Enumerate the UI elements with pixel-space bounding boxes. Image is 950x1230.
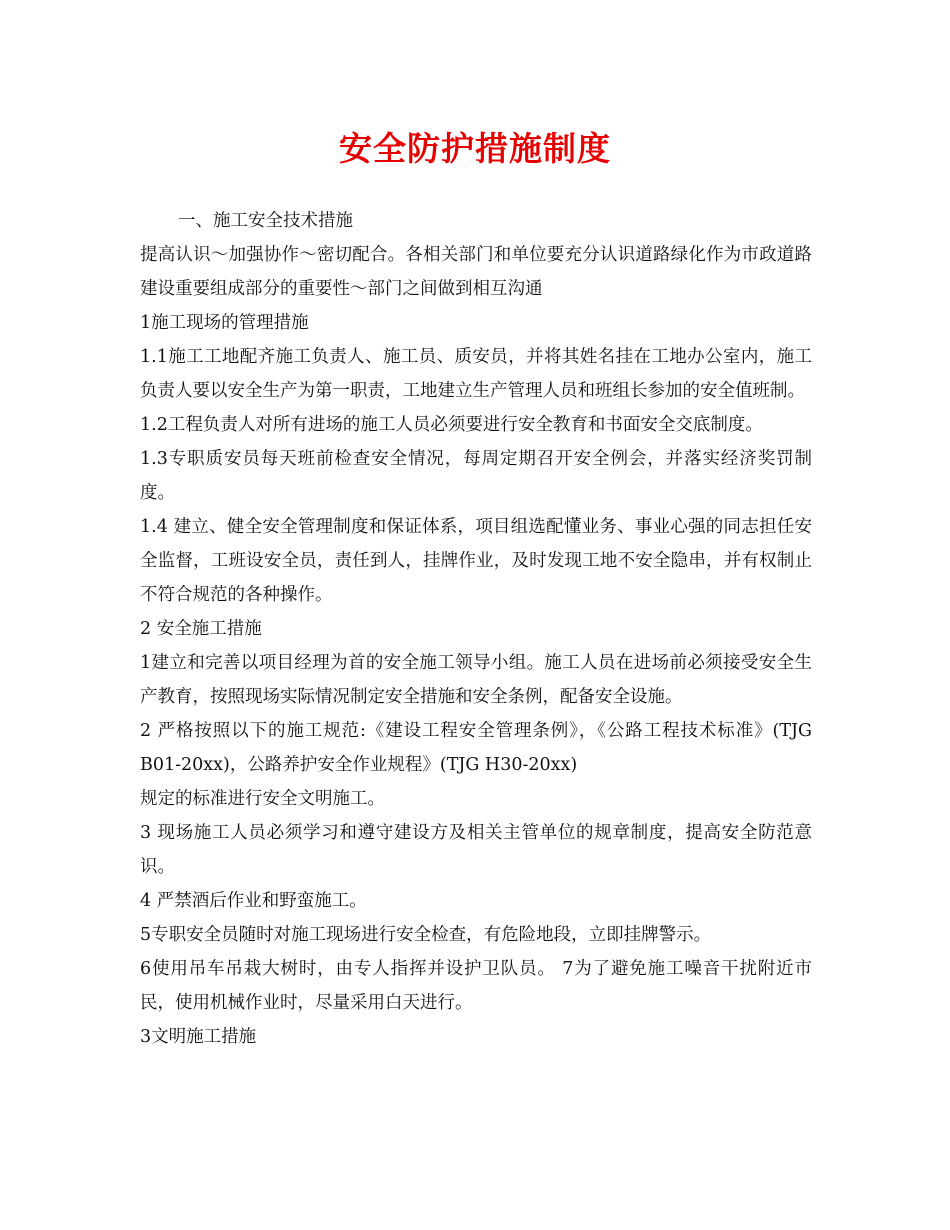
paragraph: 1.1施工工地配齐施工负责人、施工员、质安员，并将其姓名挂在工地办公室内，施工负责人要以安全生产为第一职责，工地建立生产管理人员和班组长参加的安全值班制。 xyxy=(140,347,812,401)
paragraph: 1.3专职质安员每天班前检查安全情况，每周定期召开安全例会，并落实经济奖罚制度。 xyxy=(140,449,812,503)
paragraph: 1建立和完善以项目经理为首的安全施工领导小组。施工人员在进场前必须接受安全生产教育，按照现场实际情况制定安全措施和安全条例，配备安全设施。 xyxy=(140,653,812,707)
section-heading: 一、施工安全技术措施 xyxy=(178,211,353,231)
paragraph: 提高认识～加强协作～密切配合。各相关部门和单位要充分认识道路绿化作为市政道路建设重要组成部分的重要性～部门之间做到相互沟通 xyxy=(140,245,812,299)
document-title: 安全防护措施制度 xyxy=(339,129,611,168)
paragraph: 4 严禁酒后作业和野蛮施工。 xyxy=(140,891,367,911)
paragraph: 2 严格按照以下的施工规范:《建设工程安全管理条例》，《公路工程技术标准》(TJG B01-20xx)，公路养护安全作业规程》(TJG H30-20xx) xyxy=(140,721,812,775)
paragraph: 规定的标准进行安全文明施工。 xyxy=(140,789,385,809)
paragraph: 1.2工程负责人对所有进场的施工人员必须要进行安全教育和书面安全交底制度。 xyxy=(140,415,763,435)
paragraph: 6使用吊车吊栽大树时，由专人指挥并设护卫队员。 7为了避免施工噪音干扰附近市民，使用机械作业时，尽量采用白天进行。 xyxy=(140,959,812,1013)
subsection-heading: 3文明施工措施 xyxy=(140,1027,257,1047)
document-body xyxy=(140,204,812,1054)
paragraph: 1.4 建立、健全安全管理制度和保证体系，项目组选配懂业务、事业心强的同志担任安全监督，工班设安全员，责任到人，挂牌作业，及时发现工地不安全隐串，并有权制止不符合规范的各种操作。 xyxy=(140,517,812,605)
subsection-heading: 2 安全施工措施 xyxy=(140,619,262,639)
subsection-heading: 1施工现场的管理措施 xyxy=(140,313,309,333)
paragraph: 5专职安全员随时对施工现场进行安全检查，有危险地段，立即挂牌警示。 xyxy=(140,925,712,945)
paragraph: 3 现场施工人员必须学习和遵守建设方及相关主管单位的规章制度，提高安全防范意识。 xyxy=(140,823,812,877)
